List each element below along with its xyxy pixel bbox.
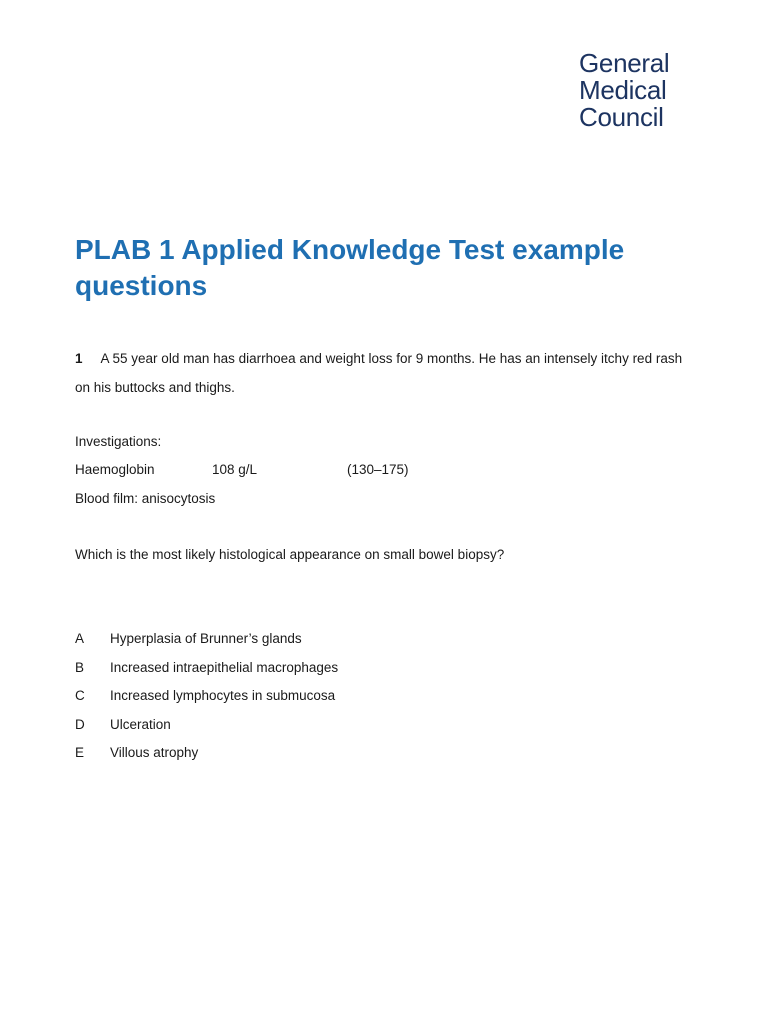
- logo-line-2: Medical: [579, 75, 667, 105]
- option-text: Increased lymphocytes in submucosa: [110, 688, 336, 703]
- logo-line-3: Council: [579, 102, 664, 132]
- option-letter: C: [75, 688, 85, 703]
- logo-line-1: General: [579, 48, 670, 78]
- blood-film-result: Blood film: anisocytosis: [75, 491, 216, 506]
- investigations-label: Investigations:: [75, 434, 162, 449]
- investigation-name: Haemoglobin: [75, 462, 155, 477]
- question-number: 1: [75, 351, 83, 366]
- answer-option: [75, 660, 475, 689]
- question-stem: A 55 year old man has diarrhoea and weight loss for 9 months. He has an intensely itchy red rash on his buttocks and thighs.: [75, 351, 683, 395]
- investigation-row-haemoglobin: [75, 462, 475, 480]
- question-stem-paragraph: [75, 344, 685, 402]
- answer-options: [75, 631, 475, 774]
- answer-option: [75, 717, 475, 746]
- answer-option: [75, 745, 475, 774]
- option-letter: E: [75, 745, 85, 760]
- option-text: Villous atrophy: [110, 745, 199, 760]
- option-letter: A: [75, 631, 85, 646]
- option-text: Hyperplasia of Brunner’s glands: [110, 631, 302, 646]
- page-title: PLAB 1 Applied Knowledge Test example questions: [75, 234, 625, 301]
- answer-option: [75, 688, 475, 717]
- option-text: Ulceration: [110, 716, 171, 732]
- question-prompt: Which is the most likely histological appearance on small bowel biopsy?: [75, 547, 505, 562]
- investigation-value: 108 g/L: [212, 462, 258, 477]
- option-letter: B: [75, 659, 85, 675]
- investigation-reference-range: (130–175): [347, 462, 409, 477]
- option-letter: D: [75, 716, 85, 732]
- answer-option: [75, 631, 475, 660]
- gmc-logo: [579, 50, 669, 131]
- option-text: Increased intraepithelial macrophages: [110, 659, 339, 675]
